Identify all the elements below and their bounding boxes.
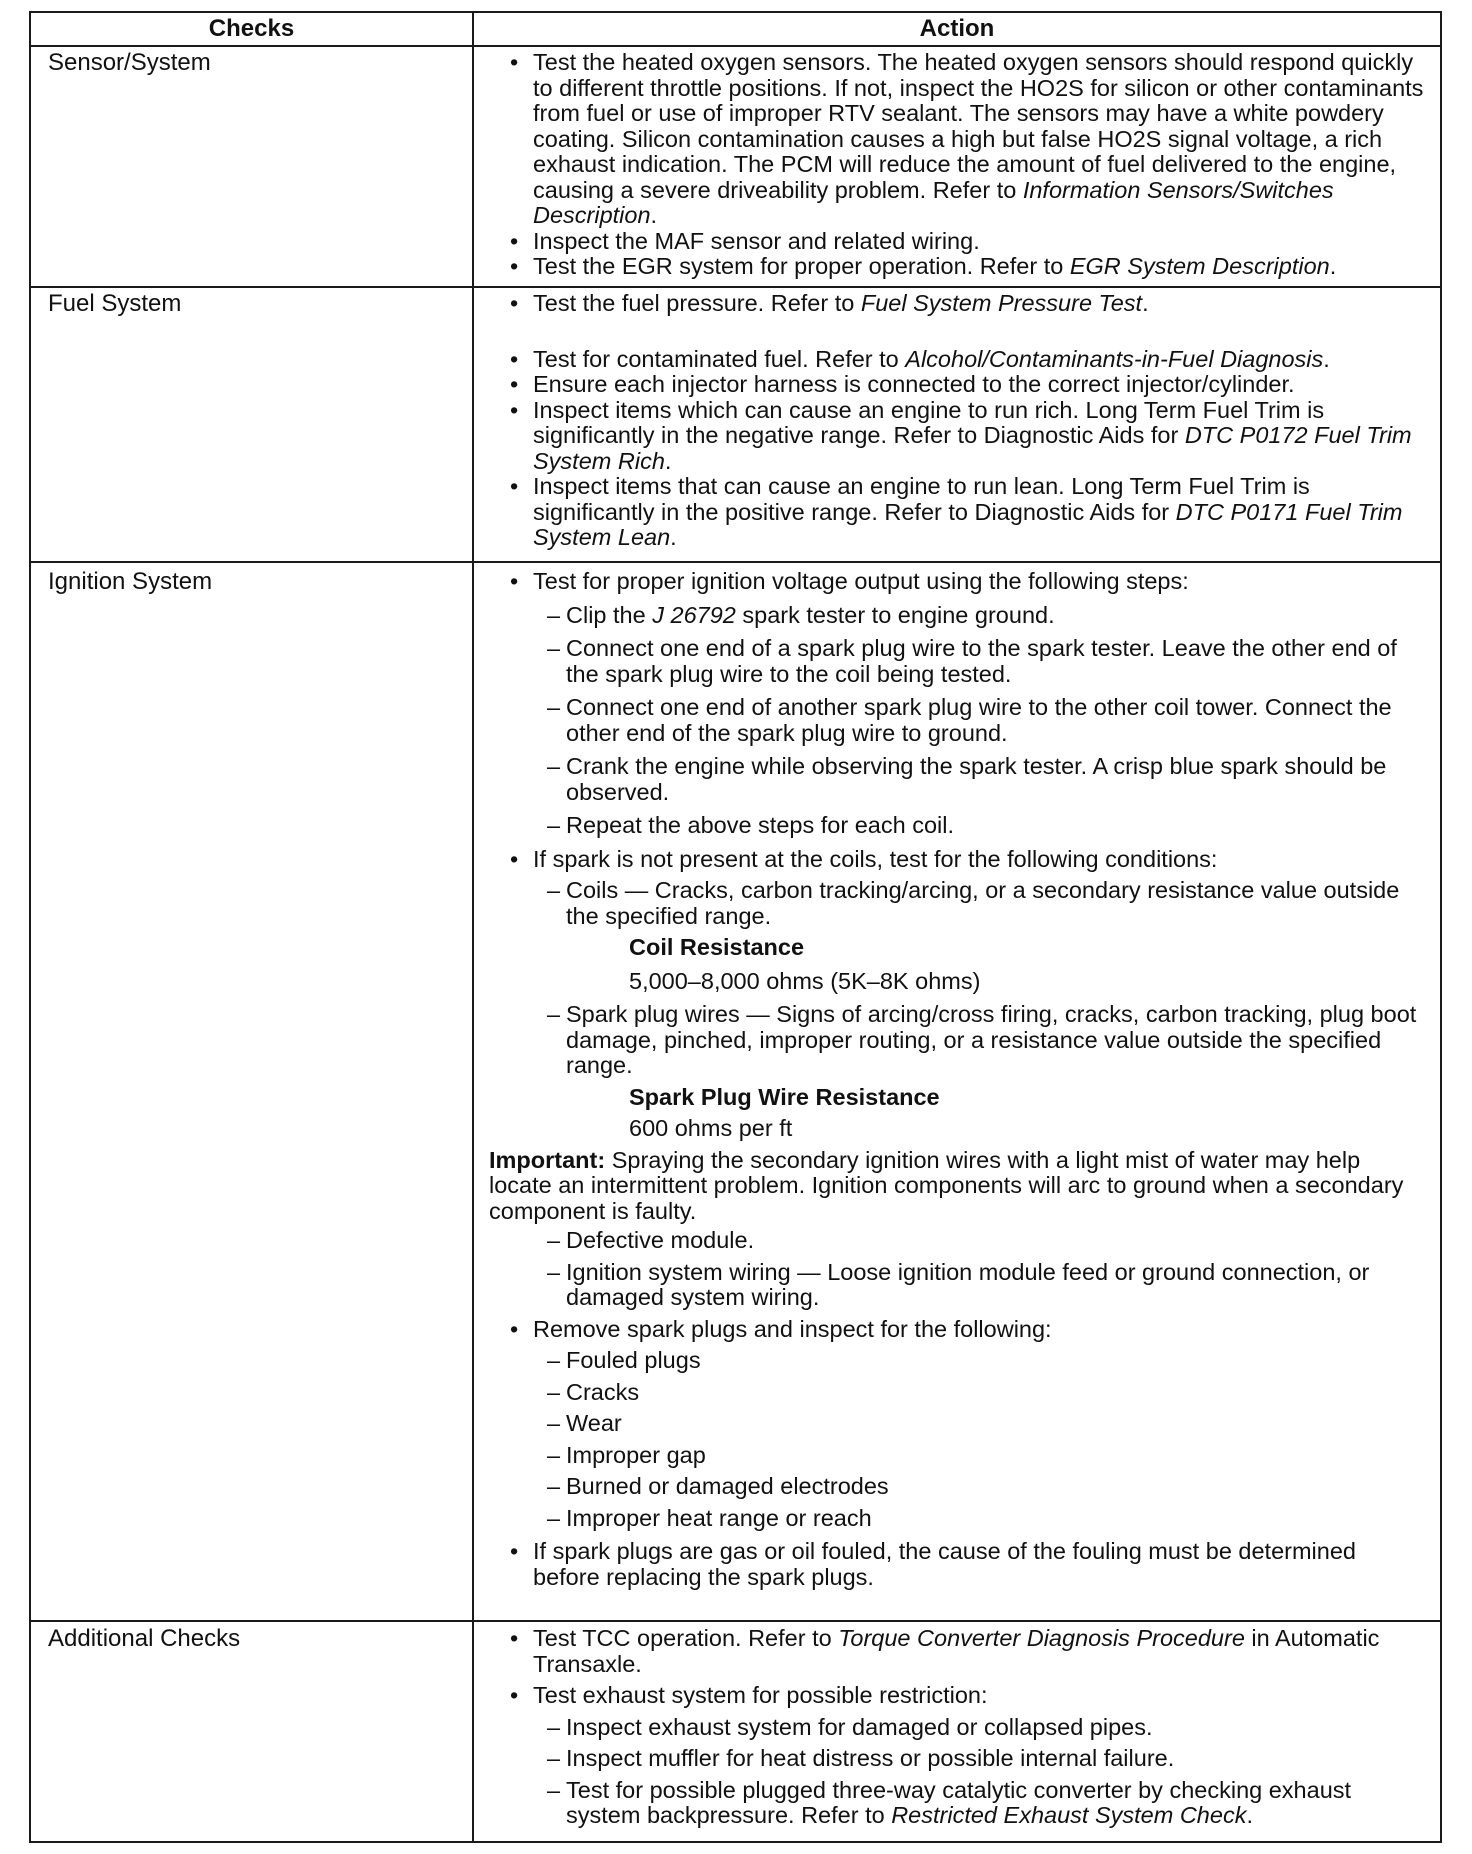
action-additional-checks xyxy=(489,1626,1429,1829)
check-additional-checks: Additional Checks xyxy=(48,1625,241,1652)
list-item: • Ensure each injector harness is connected to the correct injector/cylinder. xyxy=(489,372,1429,398)
list-item: – Inspect exhaust system for damaged or collapsed pipes. xyxy=(489,1715,1429,1741)
row-divider xyxy=(31,561,1440,563)
check-fuel-system: Fuel System xyxy=(48,290,182,317)
list-item: – Defective module. xyxy=(489,1228,1429,1254)
diagnosis-table xyxy=(29,11,1442,1843)
list-item: – Ignition system wiring — Loose ignition module feed or ground connection, or damaged system wiring. xyxy=(489,1260,1429,1311)
list-item: • Test TCC operation. Refer to Torque Converter Diagnosis Procedure in Automatic Transaxle. xyxy=(489,1626,1429,1677)
header-checks: Checks xyxy=(208,15,295,42)
list-item: • Test for contaminated fuel. Refer to Alcohol/Contaminants-in-Fuel Diagnosis. xyxy=(489,347,1429,373)
list-item: – Fouled plugs xyxy=(489,1348,1429,1374)
row-divider xyxy=(31,286,1440,288)
list-item: – Test for possible plugged three-way catalytic converter by checking exhaust system backpressure. Refer to Restricted Exhaust System Check. xyxy=(489,1778,1429,1829)
row-divider xyxy=(31,1620,1440,1622)
list-item: – Connect one end of another spark plug wire to the other coil tower. Connect the other end of the spark plug wire to ground. xyxy=(489,695,1429,746)
list-item: • If spark is not present at the coils, test for the following conditions: xyxy=(489,847,1429,873)
list-item: – Burned or damaged electrodes xyxy=(489,1474,1429,1500)
list-item: • Test the fuel pressure. Refer to Fuel System Pressure Test. xyxy=(489,291,1429,317)
list-item: – Repeat the above steps for each coil. xyxy=(489,813,1429,839)
list-item: – Coils — Cracks, carbon tracking/arcing, or a secondary resistance value outside the specified range. xyxy=(489,878,1429,929)
coil-resistance-title: Coil Resistance xyxy=(629,934,805,960)
wire-resistance-value: 600 ohms per ft xyxy=(629,1115,793,1141)
check-ignition-system: Ignition System xyxy=(48,568,213,595)
list-item: – Connect one end of a spark plug wire to the spark tester. Leave the other end of the spark plug wire to the coil being tested. xyxy=(489,636,1429,687)
list-item: – Improper heat range or reach xyxy=(489,1506,1429,1532)
important-note: Important: Spraying the secondary ignition wires with a light mist of water may help locate an intermittent problem. Ignition components will arc to ground when a secondary component is faulty. xyxy=(489,1146,1404,1224)
list-item: – Clip the J 26792 spark tester to engine ground. xyxy=(489,603,1429,629)
list-item: – Cracks xyxy=(489,1380,1429,1406)
list-item: • Test for proper ignition voltage output using the following steps: xyxy=(489,569,1429,595)
list-item: • Test exhaust system for possible restriction: xyxy=(489,1683,1429,1709)
list-item: • Remove spark plugs and inspect for the following: xyxy=(489,1317,1429,1343)
list-item: • If spark plugs are gas or oil fouled, the cause of the fouling must be determined before replacing the spark plugs. xyxy=(489,1539,1429,1590)
list-item: • Test the heated oxygen sensors. The heated oxygen sensors should respond quickly to different throttle positions. If not, inspect the HO2S for silicon or other contaminants from fuel or use of improper RTV sealant. The sensors may have a white powdery coating. Silicon contamination causes a high but false HO2S signal voltage, a rich exhaust indication. The PCM will reduce the amount of fuel delivered to the engine, causing a severe driveability problem. Refer to Information Sensors/Switches Description. xyxy=(489,50,1429,229)
coil-resistance-value: 5,000–8,000 ohms (5K–8K ohms) xyxy=(629,967,981,994)
list-item: – Spark plug wires — Signs of arcing/cross firing, cracks, carbon tracking, plug boot damage, pinched, improper routing, or a resistance value outside the specified range. xyxy=(489,1002,1429,1079)
list-item: • Test the EGR system for proper operation. Refer to EGR System Description. xyxy=(489,254,1429,280)
row-divider xyxy=(31,45,1440,47)
action-fuel-system xyxy=(489,291,1429,551)
list-item: • Inspect the MAF sensor and related wiring. xyxy=(489,229,1429,255)
wire-resistance-title: Spark Plug Wire Resistance xyxy=(629,1083,940,1110)
check-sensor-system: Sensor/System xyxy=(48,49,211,76)
list-item: • Inspect items that can cause an engine to run lean. Long Term Fuel Trim is significantly in the positive range. Refer to Diagnostic Aids for DTC P0171 Fuel Trim System Lean. xyxy=(489,474,1429,551)
action-ignition-system xyxy=(489,569,1429,1590)
list-item: – Inspect muffler for heat distress or possible internal failure. xyxy=(489,1746,1429,1772)
list-item: – Wear xyxy=(489,1411,1429,1437)
list-item: • Inspect items which can cause an engine to run rich. Long Term Fuel Trim is significantly in the negative range. Refer to Diagnostic Aids for DTC P0172 Fuel Trim System Rich. xyxy=(489,398,1429,475)
list-item: – Crank the engine while observing the spark tester. A crisp blue spark should be observed. xyxy=(489,754,1429,805)
action-sensor-system xyxy=(489,50,1429,280)
list-item: – Improper gap xyxy=(489,1443,1429,1469)
header-action: Action xyxy=(919,15,995,42)
